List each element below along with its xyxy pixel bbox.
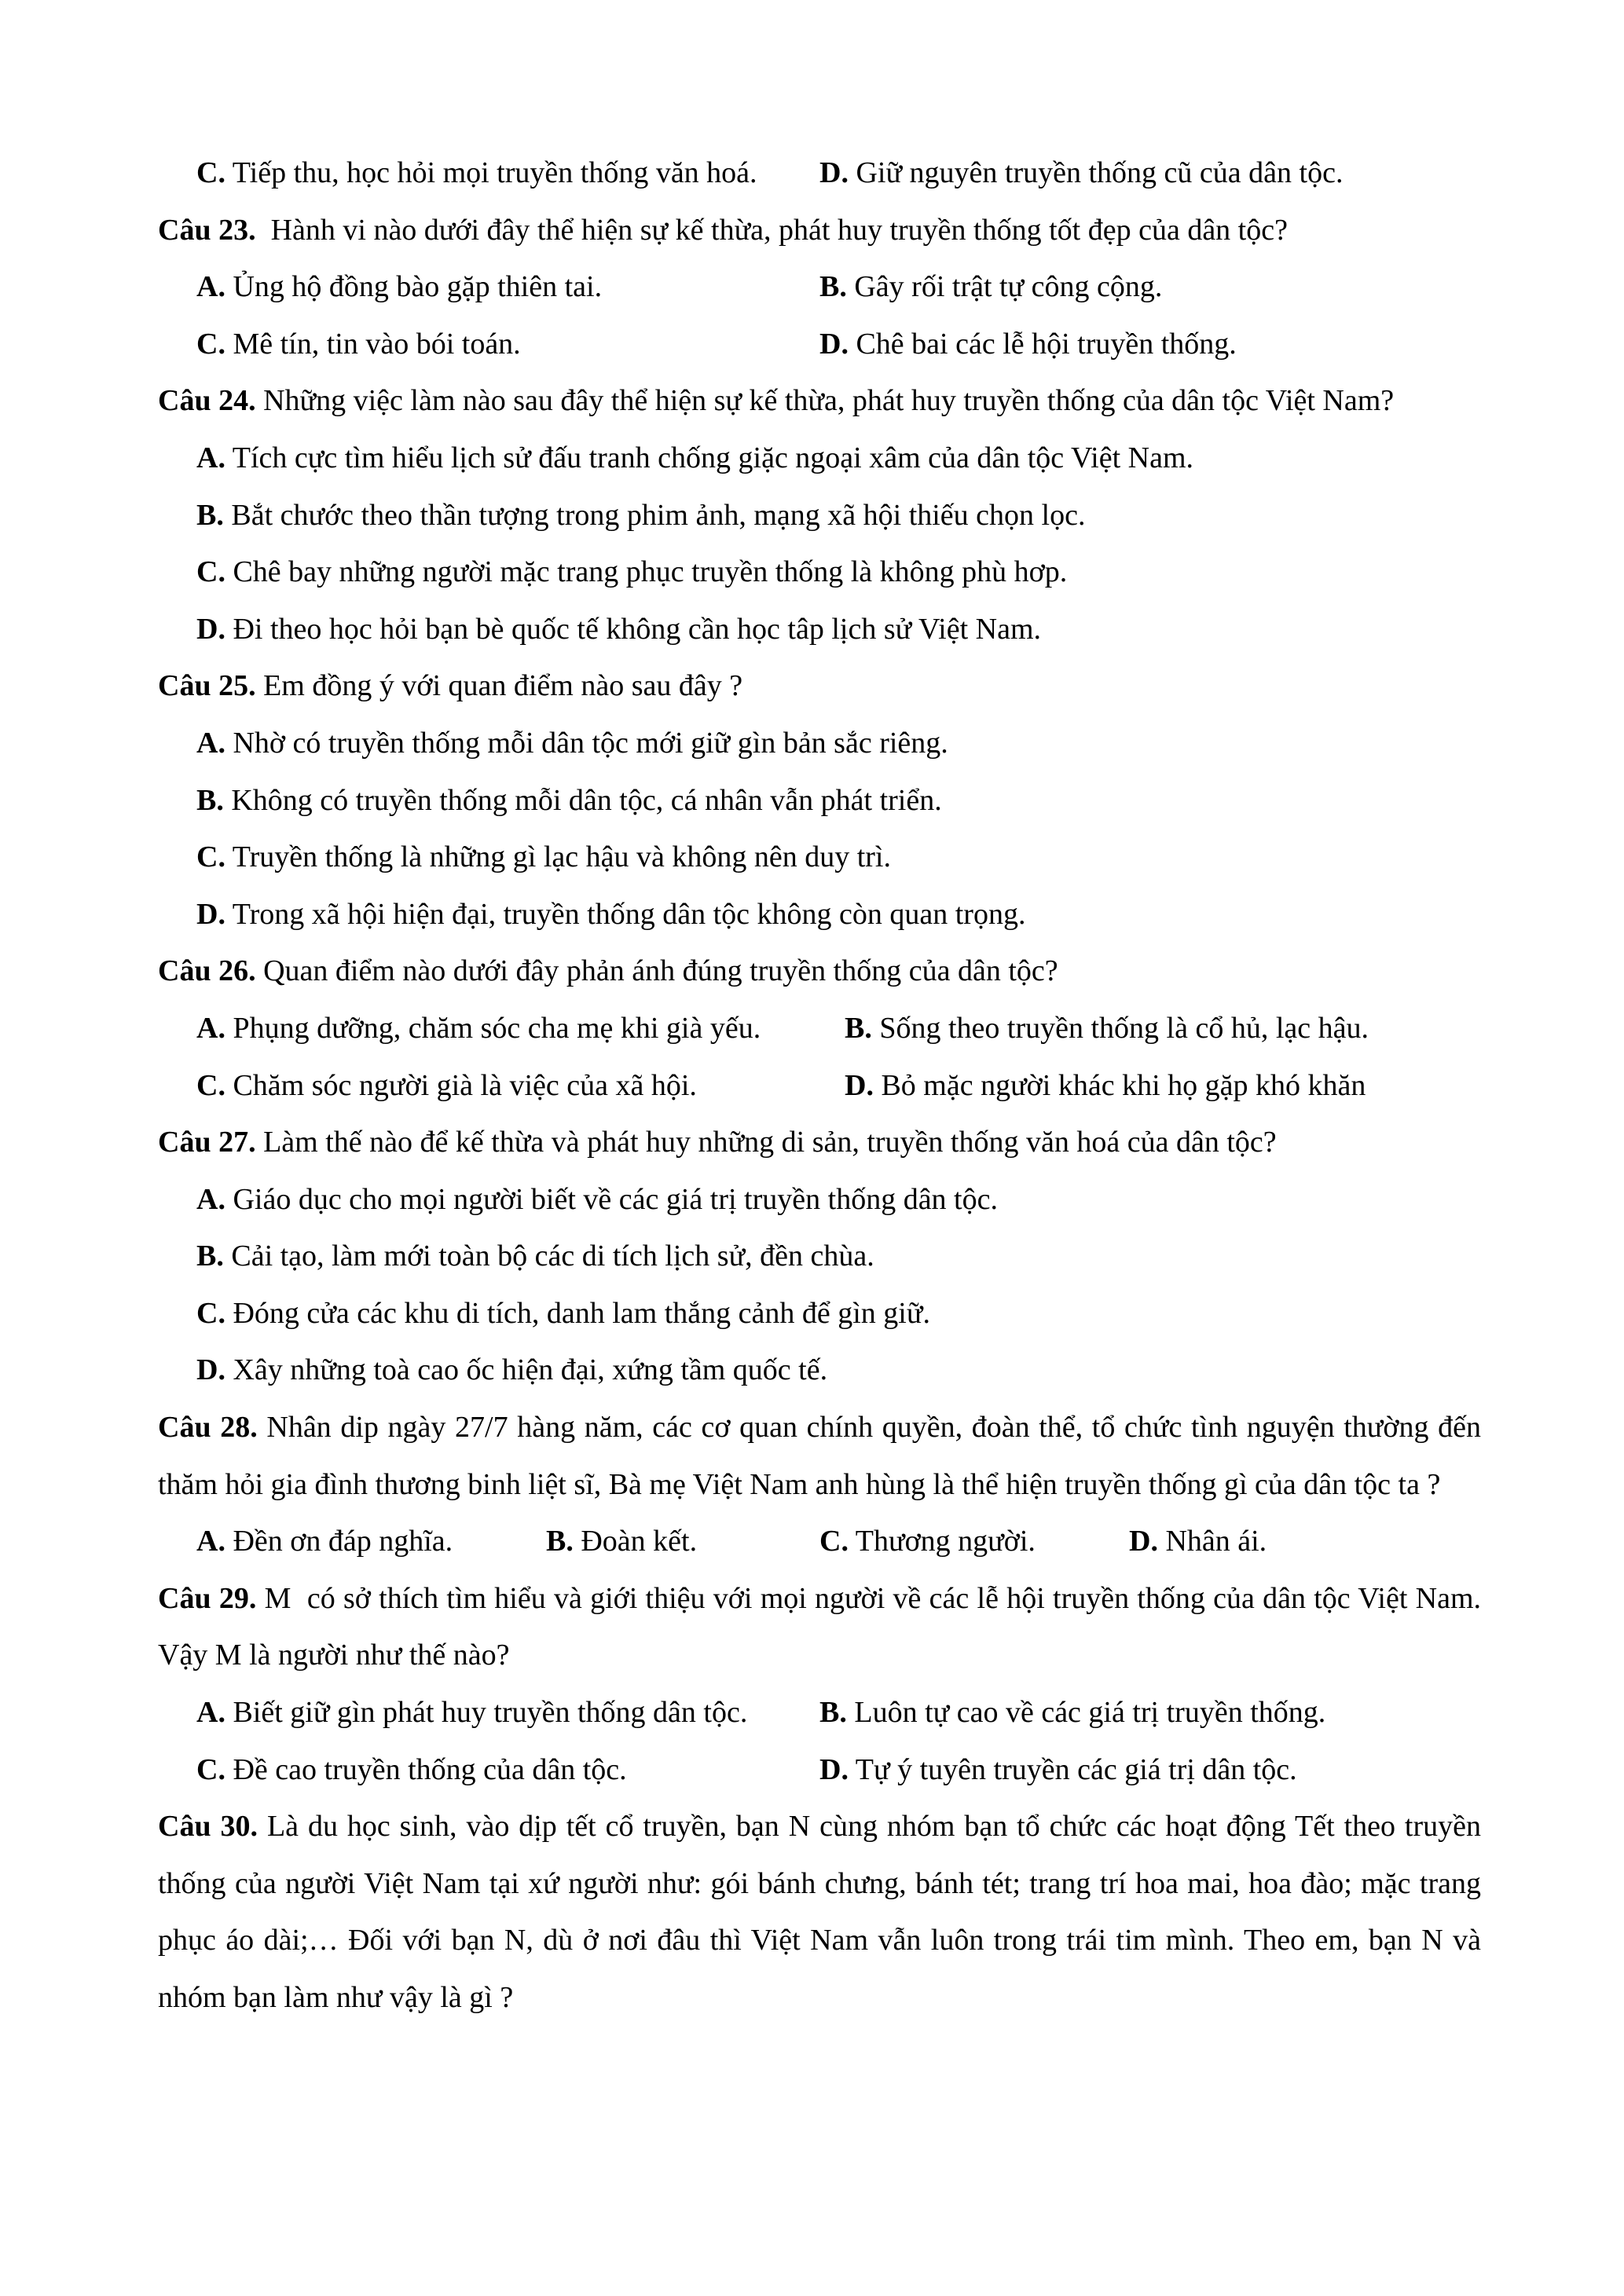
q28-option-d: D. Nhân ái. (1129, 1525, 1267, 1558)
q26-option-b: B. Sống theo truyền thống là cổ hủ, lạc hậu. (845, 1011, 1369, 1045)
q28-options (158, 1513, 1481, 1570)
question-30: Câu 30. Là du học sinh, vào dịp tết cổ truyền, bạn N cùng nhóm bạn tổ chức các hoạt động Tết theo truyền thống của người Việt Nam tại xứ người như: gói bánh chưng, bánh tét; trang trí hoa mai, hoa đào; mặc trang phục áo dài;… Đối với bạn N, dù ở nơi đâu thì Việt Nam vẫn luôn trong trái tim mình. Theo em, bạn N và nhóm bạn làm như vậy là gì ? (158, 1810, 1482, 2014)
q25-option-b: B. Không có truyền thống mỗi dân tộc, cá nhân vẫn phát triển. (196, 783, 942, 817)
question-24: Câu 24. Những việc làm nào sau đây thể hiện sự kế thừa, phát huy truyền thống của dân tộc Việt Nam? (158, 384, 1395, 418)
q23-option-b: B. Gây rối trật tự công cộng. (819, 270, 1163, 304)
question-27: Câu 27. Làm thế nào để kế thừa và phát huy những di sản, truyền thống văn hoá của dân tộc? (158, 1126, 1277, 1159)
q26-option-d: D. Bỏ mặc người khác khi họ gặp khó khăn (845, 1068, 1366, 1102)
question-26: Câu 26. Quan điểm nào dưới đây phản ánh đúng truyền thống của dân tộc? (158, 954, 1058, 988)
q27-option-d: D. Xây những toà cao ốc hiện đại, xứng tầm quốc tế. (196, 1353, 828, 1387)
q26-options-ab (158, 1000, 1481, 1057)
exam-page (158, 145, 1488, 2027)
q29-option-b: B. Luôn tự cao về các giá trị truyền thống. (819, 1696, 1326, 1730)
q26-option-a: A. Phụng dưỡng, chăm sóc cha mẹ khi già yếu. (196, 1011, 761, 1045)
q27-option-b: B. Cải tạo, làm mới toàn bộ các di tích lịch sử, đền chùa. (196, 1240, 874, 1273)
q22-options-cd (158, 145, 1481, 202)
q29-option-a: A. Biết giữ gìn phát huy truyền thống dân tộc. (196, 1696, 748, 1730)
q27-option-c: C. Đóng cửa các khu di tích, danh lam thắng cảnh để gìn giữ. (196, 1296, 930, 1330)
q23-options-cd (158, 316, 1481, 373)
q23-option-a: A. Ủng hộ đồng bào gặp thiên tai. (196, 270, 603, 304)
q24-option-b: B. Bắt chước theo thần tượng trong phim ảnh, mạng xã hội thiếu chọn lọc. (196, 498, 1086, 532)
q23-option-d: D. Chê bai các lễ hội truyền thống. (819, 327, 1237, 361)
q28-option-a: A. Đền ơn đáp nghĩa. (196, 1525, 453, 1558)
question-28: Câu 28. Nhân dip ngày 27/7 hàng năm, các cơ quan chính quyền, đoàn thể, tổ chức tình nguyện thường đến thăm hỏi gia đình thương binh liệt sĩ, Bà mẹ Việt Nam anh hùng là thể hiện truyền thống gì của dân tộc ta ? (158, 1411, 1482, 1501)
question-29: Câu 29. M có sở thích tìm hiểu và giới thiệu với mọi người về các lễ hội truyền thống của dân tộc Việt Nam. Vậy M là người như thế nào? (158, 1581, 1488, 1672)
q23-options-ab (158, 258, 1481, 316)
q23-option-c: C. Mê tín, tin vào bói toán. (196, 327, 521, 361)
q27-option-a: A. Giáo dục cho mọi người biết về các giá trị truyền thống dân tộc. (196, 1182, 998, 1216)
q29-option-d: D. Tự ý tuyên truyền các giá trị dân tộc. (819, 1752, 1297, 1786)
q22-option-c: C. Tiếp thu, học hỏi mọi truyền thống văn hoá. (196, 156, 757, 189)
q25-option-d: D. Trong xã hội hiện đại, truyền thống dân tộc không còn quan trọng. (196, 897, 1026, 931)
q24-option-d: D. Đi theo học hỏi bạn bè quốc tế không cần học tâp lịch sử Việt Nam. (196, 612, 1042, 646)
question-25: Câu 25. Em đồng ý với quan điểm nào sau đây ? (158, 669, 743, 703)
q25-option-a: A. Nhờ có truyền thống mỗi dân tộc mới giữ gìn bản sắc riêng. (196, 726, 948, 760)
q28-option-c: C. Thương người. (819, 1525, 1036, 1558)
q24-option-c: C. Chê bay những người mặc trang phục truyền thống là không phù hơp. (196, 555, 1068, 589)
q29-option-c: C. Đề cao truyền thống của dân tộc. (196, 1752, 627, 1786)
q28-option-b: B. Đoàn kết. (546, 1525, 698, 1558)
q26-option-c: C. Chăm sóc người già là việc của xã hội. (196, 1068, 697, 1102)
question-23: Câu 23. Hành vi nào dưới đây thể hiện sự kế thừa, phát huy truyền thống tốt đẹp của dân tộc? (158, 213, 1288, 247)
q29-options-cd (158, 1741, 1481, 1799)
q25-option-c: C. Truyền thống là những gì lạc hậu và không nên duy trì. (196, 840, 891, 874)
q26-options-cd (158, 1057, 1481, 1115)
q24-option-a: A. Tích cực tìm hiểu lịch sử đấu tranh chống giặc ngoại xâm của dân tộc Việt Nam. (196, 441, 1193, 474)
q22-option-d: D. Giữ nguyên truyền thống cũ của dân tộc. (819, 156, 1344, 189)
q29-options-ab (158, 1684, 1481, 1741)
